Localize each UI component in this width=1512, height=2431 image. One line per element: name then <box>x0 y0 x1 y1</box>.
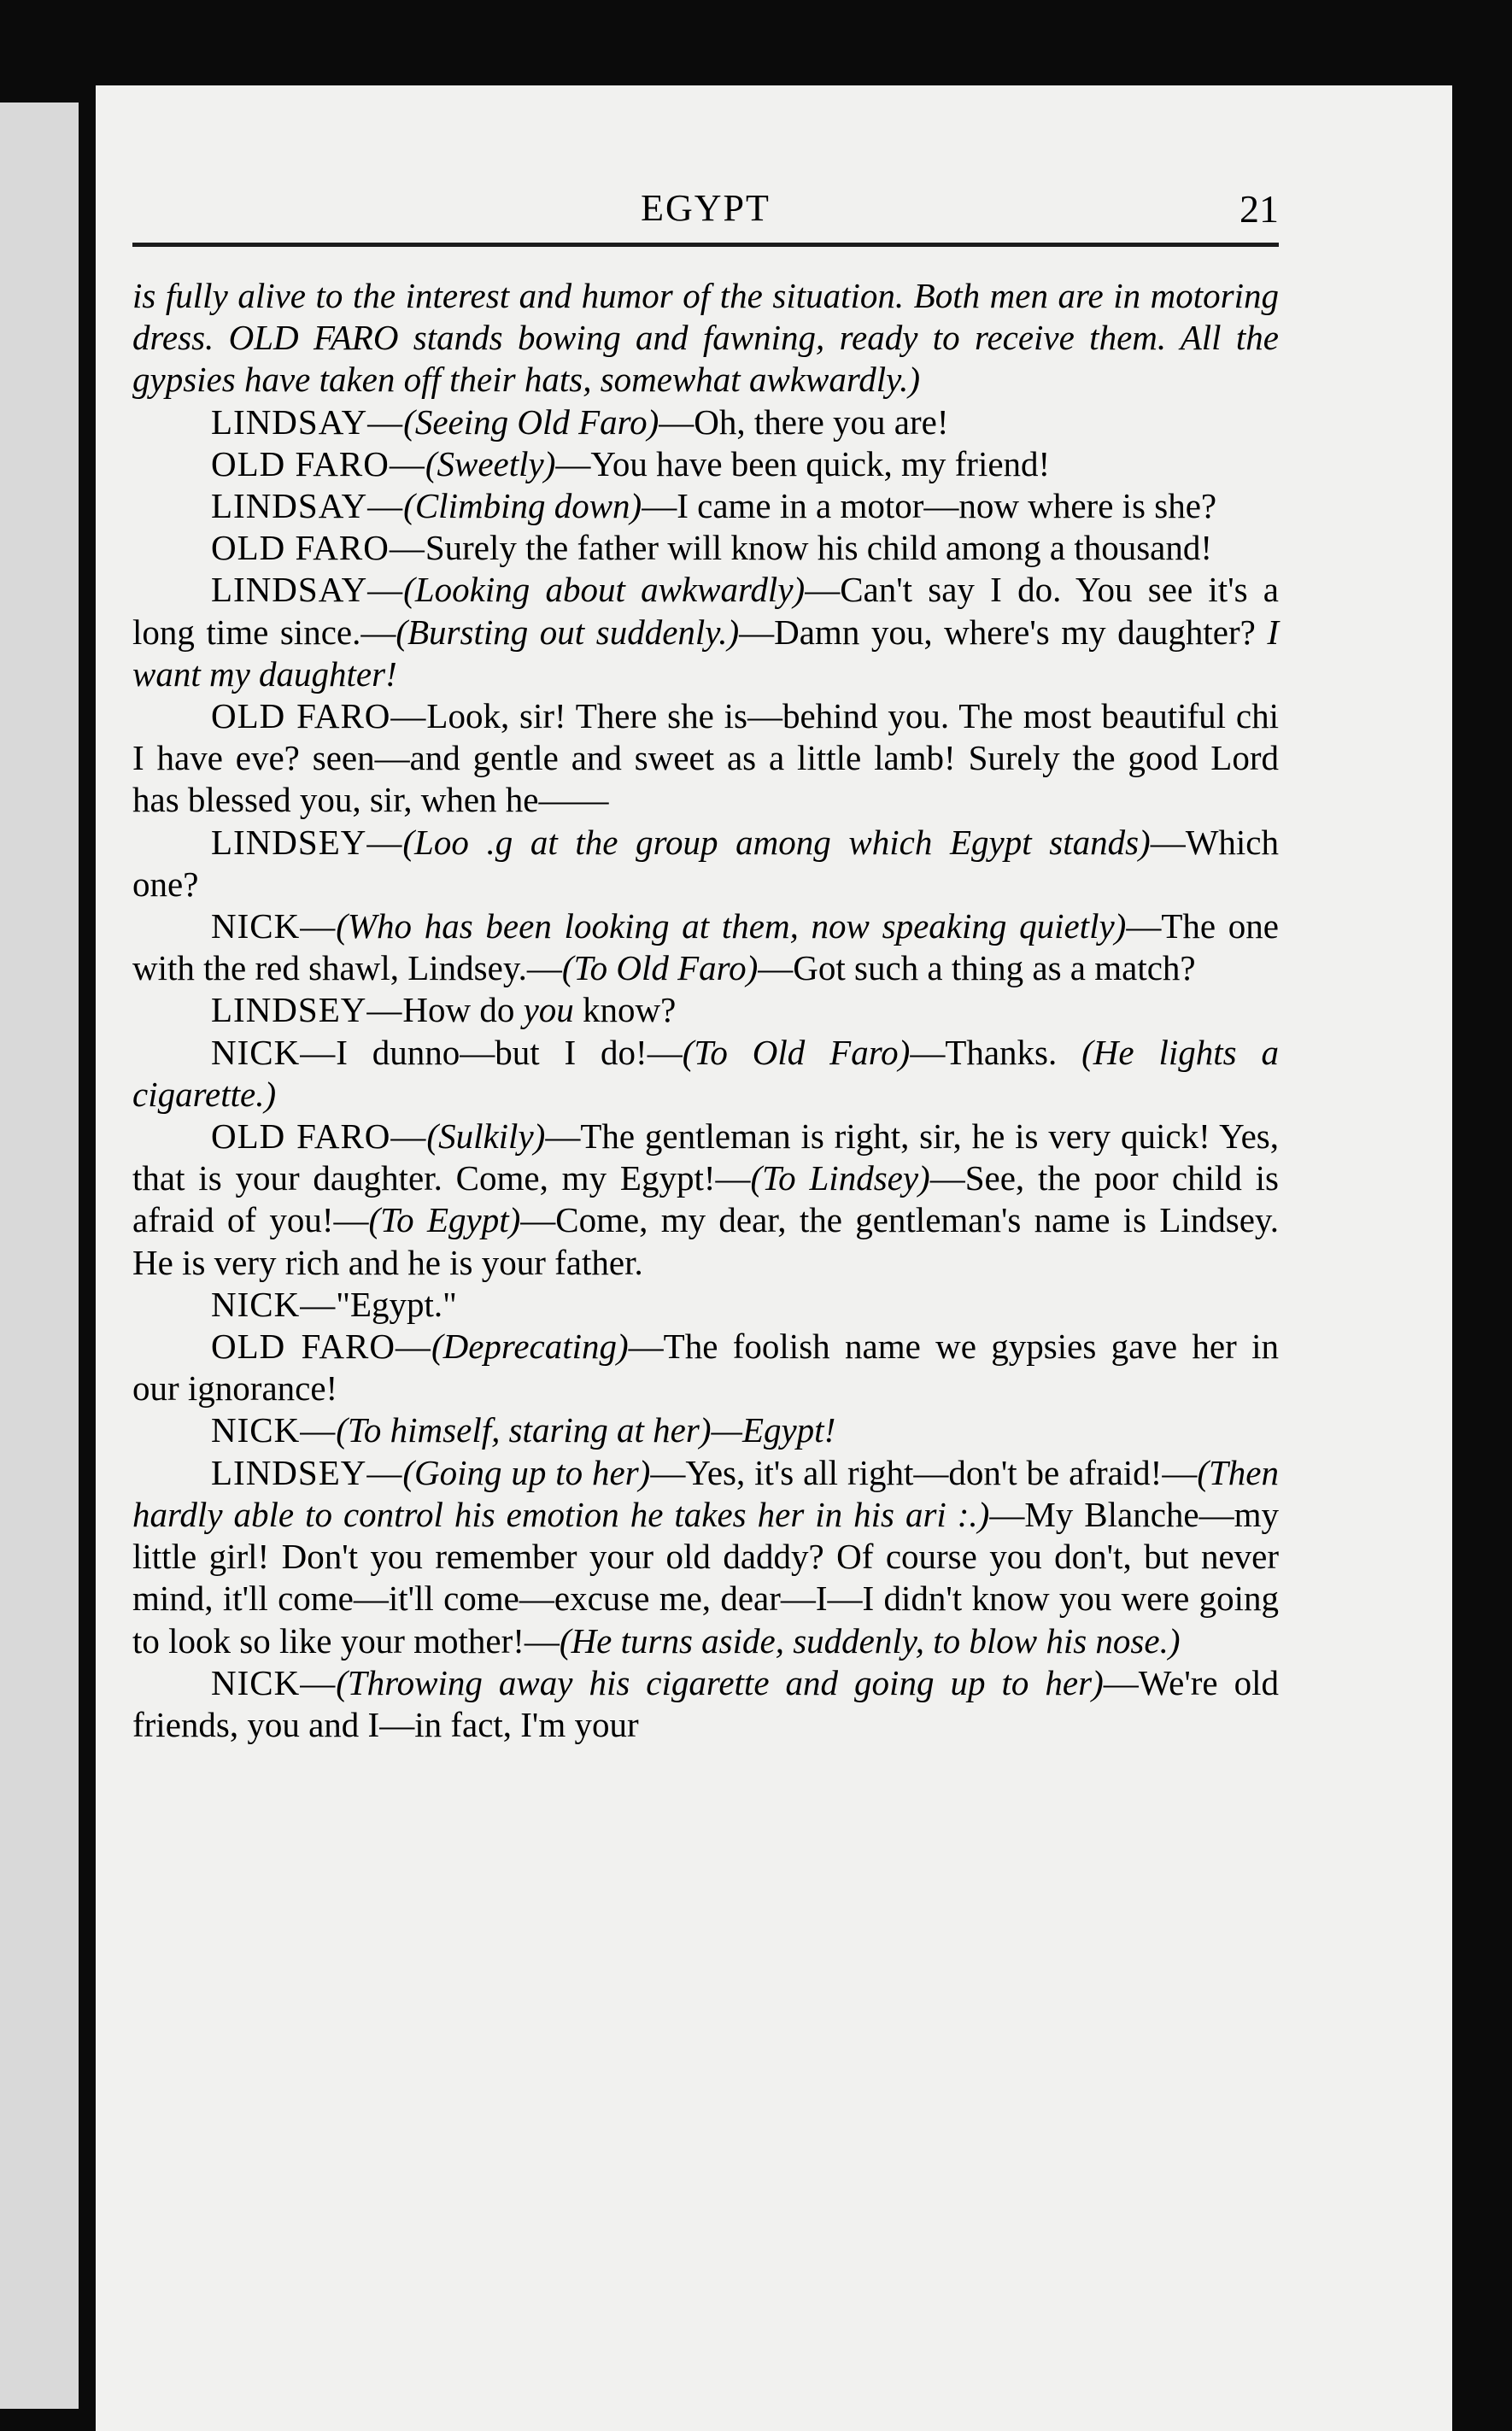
paragraph <box>132 1326 1279 1409</box>
stage-direction: (To himself, staring at her)—Egypt! <box>336 1410 836 1450</box>
script-text <box>132 275 1279 1746</box>
speaker-name: LINDSEY— <box>211 1452 403 1492</box>
stage-direction: (To Old Faro) <box>561 948 759 988</box>
dialogue-text: Look, sir! There she is—behind you. The most beautiful chi I have eve? seen—and gentle and sweet as a little lamb! Surely the good Lord has blessed you, sir, when he—— <box>132 696 1279 820</box>
speaker-name: LINDSAY— <box>211 570 404 610</box>
paragraph <box>132 822 1279 905</box>
dialogue-text: "Egypt." <box>336 1284 457 1324</box>
dialogue-text: I dunno—but I do!— <box>336 1032 683 1072</box>
stage-direction: is fully alive to the interest and humor of the situation. Both men are in motoring dress. OLD FARO stands bowing and fawning, ready to receive them. All the gypsies have taken off their hats, somewhat awkwardly.) <box>132 276 1279 400</box>
dialogue-text: —Got such a thing as a match? <box>758 948 1196 988</box>
speaker-name: NICK— <box>211 1284 337 1324</box>
stage-direction: (Bursting out suddenly.) <box>396 612 740 652</box>
paragraph <box>132 1116 1279 1284</box>
speaker-name: NICK— <box>211 1662 337 1702</box>
dialogue-text: —The foolish name we gypsies gave her in our ignorance! <box>132 1327 1279 1409</box>
stage-direction: (Looking about awkwardly) <box>403 570 806 610</box>
dialogue-text: know? <box>573 990 677 1030</box>
dialogue-text: —I came in a motor—now where is she? <box>642 486 1217 526</box>
paragraph <box>132 401 1279 443</box>
stage-direction: (He turns aside, suddenly, to blow his nose.) <box>559 1620 1181 1661</box>
paragraph <box>132 989 1279 1031</box>
dialogue-text: Surely the father will know his child among a thousand! <box>425 528 1213 568</box>
paragraph <box>132 1032 1279 1116</box>
paragraph <box>132 485 1279 527</box>
speaker-name: OLD FARO— <box>211 1116 427 1157</box>
dialogue-text: How do <box>402 990 524 1030</box>
dialogue-text: —Can't say I do. You see it's a long time since.— <box>132 570 1279 652</box>
header-rule <box>132 243 1279 247</box>
stage-direction: (Loo .g at the group among which Egypt stands) <box>402 822 1151 862</box>
speaker-name: NICK— <box>211 906 337 946</box>
stage-direction: you <box>523 990 574 1030</box>
stage-direction: I want my daughter! <box>132 612 1279 694</box>
stage-direction: (Deprecating) <box>431 1327 629 1367</box>
paragraph <box>132 527 1279 569</box>
speaker-name: OLD FARO— <box>211 528 425 568</box>
dialogue-text: —Oh, there you are! <box>659 401 949 442</box>
dialogue-text: —Thanks. <box>910 1032 1082 1072</box>
stage-direction: (He lights a cigarette.) <box>132 1032 1280 1114</box>
stage-direction: (Sulkily) <box>426 1116 546 1157</box>
paragraph <box>132 905 1279 989</box>
speaker-name: LINDSEY— <box>211 990 403 1030</box>
dialogue-text: —See, the poor child is afraid of you!— <box>132 1158 1279 1240</box>
stage-direction: (Who has been looking at them, now speaking quietly) <box>336 906 1127 946</box>
paragraph <box>132 1409 1279 1451</box>
stage-direction: (To Old Faro) <box>682 1032 911 1072</box>
dialogue-text: —My Blanche—my little girl! Don't you remember your old daddy? Of course you don't, but never mind, it'll come—it'll come—excuse me, dear—I—I didn't know you were going to look so like your mother!— <box>132 1494 1279 1661</box>
speaker-name: NICK— <box>211 1410 337 1450</box>
speaker-name: LINDSAY— <box>211 486 404 526</box>
speaker-name: NICK— <box>211 1032 337 1072</box>
running-title: EGYPT <box>641 187 771 229</box>
dialogue-text: —Yes, it's all right—don't be afraid!— <box>650 1452 1198 1492</box>
speaker-name: OLD FARO— <box>211 1327 431 1367</box>
page-number: 21 <box>1239 187 1279 231</box>
paragraph <box>132 275 1279 401</box>
stage-direction: (Sweetly) <box>425 443 556 483</box>
speaker-name: OLD FARO— <box>211 696 427 736</box>
dialogue-text: —The gentleman is right, sir, he is very quick! Yes, that is your daughter. Come, my Egypt!— <box>132 1116 1279 1198</box>
dialogue-text: —Come, my dear, the gentleman's name is Lindsey. He is very rich and he is your father. <box>132 1200 1279 1282</box>
paragraph <box>132 1452 1279 1662</box>
paragraph <box>132 1284 1279 1326</box>
paragraph <box>132 569 1279 695</box>
speaker-name: LINDSEY— <box>211 822 403 862</box>
stage-direction: (Going up to her) <box>402 1452 651 1492</box>
stage-direction: (Seeing Old Faro) <box>403 401 659 442</box>
paragraph <box>132 443 1279 485</box>
speaker-name: LINDSAY— <box>211 401 404 442</box>
paragraph <box>132 1662 1279 1746</box>
stage-direction: (Climbing down) <box>403 486 642 526</box>
stage-direction: (Throwing away his cigarette and going up to her) <box>336 1662 1104 1702</box>
dialogue-text: —Damn you, where's my daughter? <box>739 612 1268 652</box>
stage-direction: (Then hardly able to control his emotion he takes her in his ari :.) <box>132 1452 1279 1534</box>
dialogue-text: —Which one? <box>132 822 1279 904</box>
paragraph <box>132 695 1279 822</box>
dialogue-text: —The one with the red shawl, Lindsey.— <box>132 906 1279 988</box>
adjacent-page-edge <box>0 103 79 2409</box>
dialogue-text: —You have been quick, my friend! <box>555 443 1051 483</box>
speaker-name: OLD FARO— <box>211 443 425 483</box>
dialogue-text: —We're old friends, you and I—in fact, I'm your <box>132 1662 1280 1744</box>
stage-direction: (To Lindsey) <box>750 1158 930 1198</box>
page-header <box>132 186 1279 246</box>
stage-direction: (To Egypt) <box>368 1200 521 1240</box>
